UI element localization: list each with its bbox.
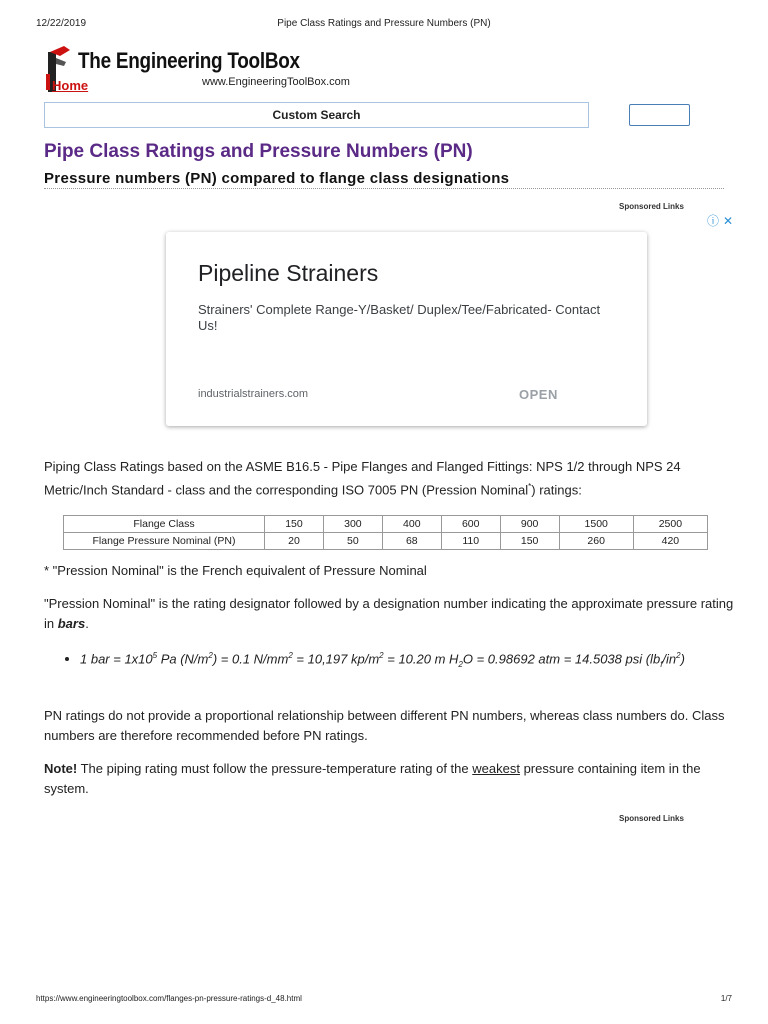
- conv-part: 1 bar = 1x10: [80, 651, 153, 667]
- ad-open-button[interactable]: OPEN: [519, 387, 558, 402]
- table-cell: 400: [382, 516, 441, 533]
- logo-url: www.EngineeringToolBox.com: [202, 76, 350, 88]
- ad-title[interactable]: Pipeline Strainers: [198, 260, 379, 286]
- table-cell: 600: [441, 516, 500, 533]
- table-cell: 68: [382, 533, 441, 550]
- search-input[interactable]: [629, 104, 690, 126]
- designator-paragraph: [44, 594, 734, 634]
- table-cell: 1500: [559, 516, 633, 533]
- designator-text: "Pression Nominal" is the rating designator followed by a designation number indicating the approximate pressure rating in: [44, 596, 734, 631]
- conv-sup: 2: [288, 651, 293, 660]
- table-cell: 300: [323, 516, 382, 533]
- conversion-list: [44, 646, 740, 675]
- note-text: The piping rating must follow the pressure-temperature rating of the: [77, 761, 473, 776]
- divider: [44, 188, 724, 189]
- page-subtitle: Pressure numbers (PN) compared to flange class designations: [44, 170, 510, 187]
- ad-domain: industrialstrainers.com: [198, 388, 309, 400]
- footnote: * "Pression Nominal" is the French equivalent of Pressure Nominal: [44, 563, 427, 578]
- ad-text: Strainers' Complete Range-Y/Basket/ Duplex/Tee/Fabricated- Contact Us!: [198, 302, 601, 333]
- ad-choices[interactable]: [707, 212, 733, 229]
- bars-link[interactable]: bars: [57, 616, 86, 631]
- conv-part: = 10,197 kp/m: [292, 651, 380, 667]
- intro-asterisk: *: [528, 482, 532, 491]
- table-cell: 50: [323, 533, 382, 550]
- conv-part: ): [680, 651, 685, 667]
- conv-part: O = 0.98692 atm = 14.5038 psi (lb: [462, 651, 661, 667]
- note-label: Note!: [44, 761, 78, 776]
- conv-sup: 2: [379, 651, 384, 660]
- table-cell: 20: [265, 533, 324, 550]
- weakest-link[interactable]: weakest: [472, 761, 520, 776]
- table-cell: 150: [265, 516, 324, 533]
- site-logo[interactable]: [44, 42, 364, 94]
- intro-text-end: ) ratings:: [531, 482, 582, 498]
- table-cell: Flange Pressure Nominal (PN): [64, 533, 265, 550]
- table-cell: 150: [500, 533, 559, 550]
- print-page-number: 1/7: [720, 994, 732, 1003]
- flange-class-table: [63, 515, 708, 550]
- intro-text: Piping Class Ratings based on the ASME B16.5 - Pipe Flanges and Flanged Fittings: NPS 1/2 through NPS 24 Metric/Inch Standard - class and the corresponding ISO 7005 PN (Pression Nominal: [44, 459, 681, 498]
- conv-sub: 2: [458, 659, 463, 669]
- sponsored-links-label: Sponsored Links: [619, 202, 684, 211]
- note-paragraph: [44, 759, 734, 799]
- conv-sup: 2: [208, 651, 213, 660]
- table-cell: Flange Class: [64, 516, 265, 533]
- table-cell: 260: [559, 533, 633, 550]
- table-cell: 420: [633, 533, 707, 550]
- print-date: 12/22/2019: [36, 18, 87, 29]
- pn-note-paragraph: PN ratings do not provide a proportional relationship between different PN numbers, whereas class numbers do. Class numbers are therefore recommended before PN ratings.: [44, 708, 725, 743]
- table-cell: 900: [500, 516, 559, 533]
- print-title: Pipe Class Ratings and Pressure Numbers (PN): [277, 18, 491, 29]
- conv-sup: 2: [676, 651, 681, 660]
- intro-paragraph: [44, 457, 734, 500]
- conv-sub: f: [660, 659, 663, 669]
- home-link[interactable]: Home: [52, 78, 89, 93]
- table-cell: 2500: [633, 516, 707, 533]
- info-icon[interactable]: ⓘ: [707, 214, 720, 228]
- table-cell: 110: [441, 533, 500, 550]
- ad-card[interactable]: [166, 232, 647, 426]
- conv-part: ) = 0.1 N/mm: [212, 651, 289, 667]
- note-text-end: pressure containing item in the system.: [44, 761, 701, 796]
- designator-end: .: [85, 616, 89, 631]
- table-row: [64, 533, 708, 550]
- conv-sup: 5: [152, 651, 158, 660]
- logo-title: The Engineering ToolBox: [78, 48, 300, 73]
- sponsored-links-label-bottom: Sponsored Links: [619, 814, 684, 823]
- list-item: [80, 646, 740, 675]
- conv-part: Pa (N/m: [157, 651, 209, 667]
- custom-search-button[interactable]: Custom Search: [44, 102, 589, 128]
- table-row: [64, 516, 708, 533]
- close-icon[interactable]: ✕: [723, 214, 734, 228]
- page-title: Pipe Class Ratings and Pressure Numbers (PN): [44, 141, 473, 162]
- conv-part: /in: [662, 651, 677, 667]
- conv-part: = 10.20 m H: [383, 651, 459, 667]
- print-url: https://www.engineeringtoolbox.com/flanges-pn-pressure-ratings-d_48.html: [36, 994, 302, 1003]
